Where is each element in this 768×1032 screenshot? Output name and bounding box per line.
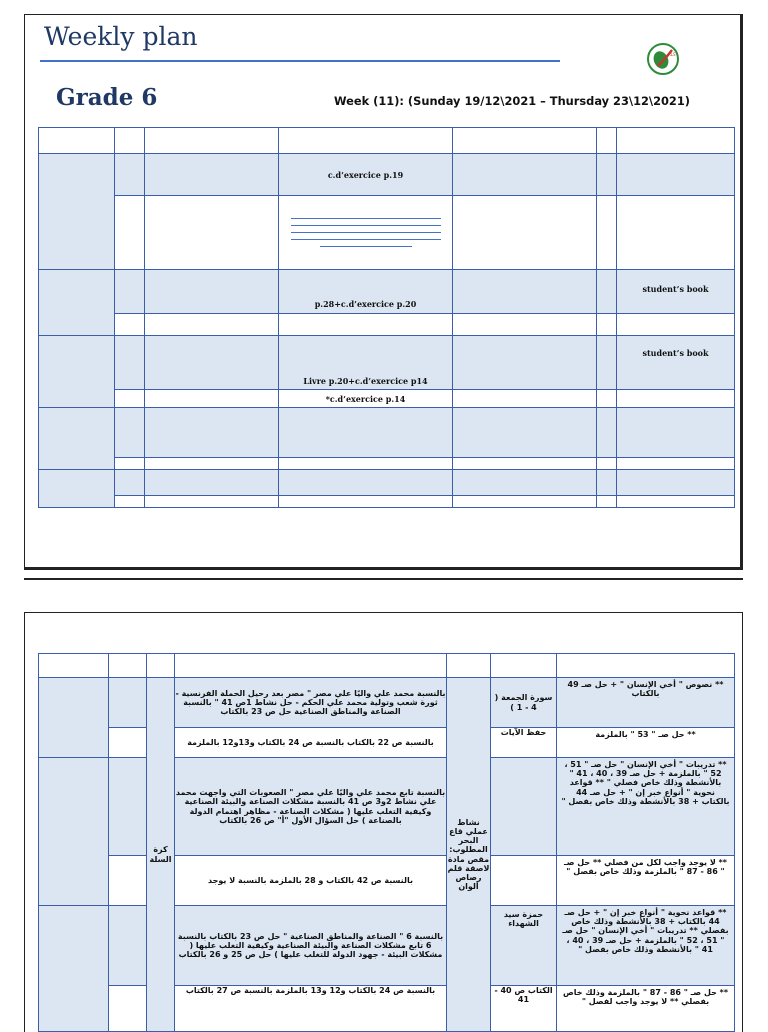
english-homework-cell: student’s book <box>617 336 735 390</box>
quran-cell: حفظ الآيات <box>491 728 557 758</box>
table-header-row <box>39 128 735 154</box>
page-title: Weekly plan <box>44 22 198 51</box>
table-row <box>39 470 735 496</box>
table-row <box>39 906 735 986</box>
activity-cell: نشاط عملي قاع البحر المطلوب: مقص مادة لاصقة قلم رصاص ألوان <box>447 678 491 1032</box>
table-row <box>39 336 735 390</box>
french-homework-cell: Livre p.20+c.d’exercice p14 <box>279 336 453 390</box>
social-studies-cell: بالنسبة محمد علي واليًا علي مصر " مصر بعد رحيل الحملة الفرنسية - ثورة شعب وتولية محمد علي الحكم - حل نشاط 1ص 41 " بالنسبة الصناعة والمناطق الصناعية حل ص 23 بالكتاب <box>175 678 447 728</box>
table-row <box>39 154 735 196</box>
weekly-plan-table-page2 <box>38 653 735 1032</box>
title-underline <box>40 60 560 62</box>
table-row <box>39 728 735 758</box>
social-studies-cell: بالنسبة 6 " الصناعة والمناطق الصناعية " حل ص 23 بالكتاب بالنسبة 6 تابع مشكلات الصناعة والبيئة الصناعية وكيفية التغلب عليها ( مشكلات البيئة - جهود الدولة للتغلب عليها ) حل ص 25 و 26 بالكتاب <box>175 906 447 986</box>
table-header-row <box>39 654 735 678</box>
weekly-plan-table-page1 <box>38 127 735 508</box>
logo-text: RLS <box>668 52 676 57</box>
page-divider <box>24 578 743 580</box>
arabic-cell: ** حل صـ " 86 - 87 " بالملزمة وذلك خاص بفصلي ** لا يوجد واجب لفصل " <box>557 986 735 1032</box>
blank-line <box>291 232 441 233</box>
quran-cell: حمزة سيد الشهداء <box>491 906 557 986</box>
table-row <box>39 458 735 470</box>
table-row <box>39 270 735 314</box>
arabic-cell: ** نصوص " أخي الإنسان " + حل صـ 49 بالكتاب <box>557 678 735 728</box>
quran-cell: سورة الجمعة ( 4 - 1 ) <box>491 678 557 728</box>
table-row <box>39 408 735 458</box>
school-logo-icon <box>646 42 680 76</box>
table-row <box>39 758 735 856</box>
social-studies-cell: بالنسبة ص 42 بالكتاب و 28 بالملزمة بالنسبة لا يوجد <box>175 856 447 906</box>
grade-heading: Grade 6 <box>56 84 158 111</box>
french-homework-cell: p.28+c.d’exercice p.20 <box>279 270 453 314</box>
arabic-cell: ** حل صـ " 53 " بالملزمة <box>557 728 735 758</box>
french-homework-cell: c.d’exercice p.19 <box>279 154 453 196</box>
french-homework-cell: *c.d’exercice p.14 <box>279 390 453 408</box>
arabic-cell: ** قواعد نحوية " أنواع خبر إن " + حل صـ 44 بالكتاب + 38 بالأنشطة وذلك خاص بفصلي ** تدريبات " أخي الإنسان " حل صـ " 51 ، 52 " بالملزمة + حل صـ 39 ، 40 ، 41 " بالأنشطة وذلك خاص بفصل " <box>557 906 735 986</box>
sport-cell: كرة السلة <box>147 678 175 1032</box>
social-studies-cell: بالنسبة تابع محمد علي واليًا علي مصر " الصعوبات التي واجهت محمد علي نشاط 2و3 ص 41 بالنسبة مشكلات الصناعة والبيئة الصناعية وكيفية التغلب عليها ( مشكلات الصناعة - مظاهر اهتمام الدولة بالصناعة ) حل السؤال الأول "أ" ص 26 بالكتاب <box>175 758 447 856</box>
table-row <box>39 314 735 336</box>
arabic-cell: ** تدريبات " أخي الإنسان " حل صـ " 51 ، 52 " بالملزمة + حل صـ 39 ، 40 ، 41 " بالأنشطة وذلك خاص فصلي " ** قواعد نحوية " أنواع خبر إن " + حل صـ 44 بالكتاب + 38 بالأنشطة وذلك خاص بفصل " <box>557 758 735 856</box>
table-row <box>39 678 735 728</box>
social-studies-cell: بالنسبة ص 24 بالكتاب و12 و13 بالملزمة بالنسبة ص 27 بالكتاب <box>175 986 447 1032</box>
table-row <box>39 196 735 270</box>
blank-line <box>320 246 412 247</box>
blank-line <box>291 239 441 240</box>
table-row <box>39 390 735 408</box>
quran-cell: الكتاب ص 40 - 41 <box>491 986 557 1032</box>
english-homework-cell: student’s book <box>617 270 735 314</box>
arabic-cell: ** لا يوجد واجب لكل من فصلي ** حل صـ " 86 - 87 " بالملزمة وذلك خاص بفصل " <box>557 856 735 906</box>
blank-lines-cell <box>279 196 453 270</box>
blank-line <box>291 218 441 219</box>
table-row <box>39 856 735 906</box>
week-range: Week (11): (Sunday 19/12\2021 – Thursday 23\12\2021) <box>334 94 690 108</box>
table-row <box>39 496 735 508</box>
social-studies-cell: بالنسبة ص 22 بالكتاب بالنسبة ص 24 بالكتاب و13و12 بالملزمة <box>175 728 447 758</box>
blank-line <box>291 225 441 226</box>
table-row <box>39 986 735 1032</box>
